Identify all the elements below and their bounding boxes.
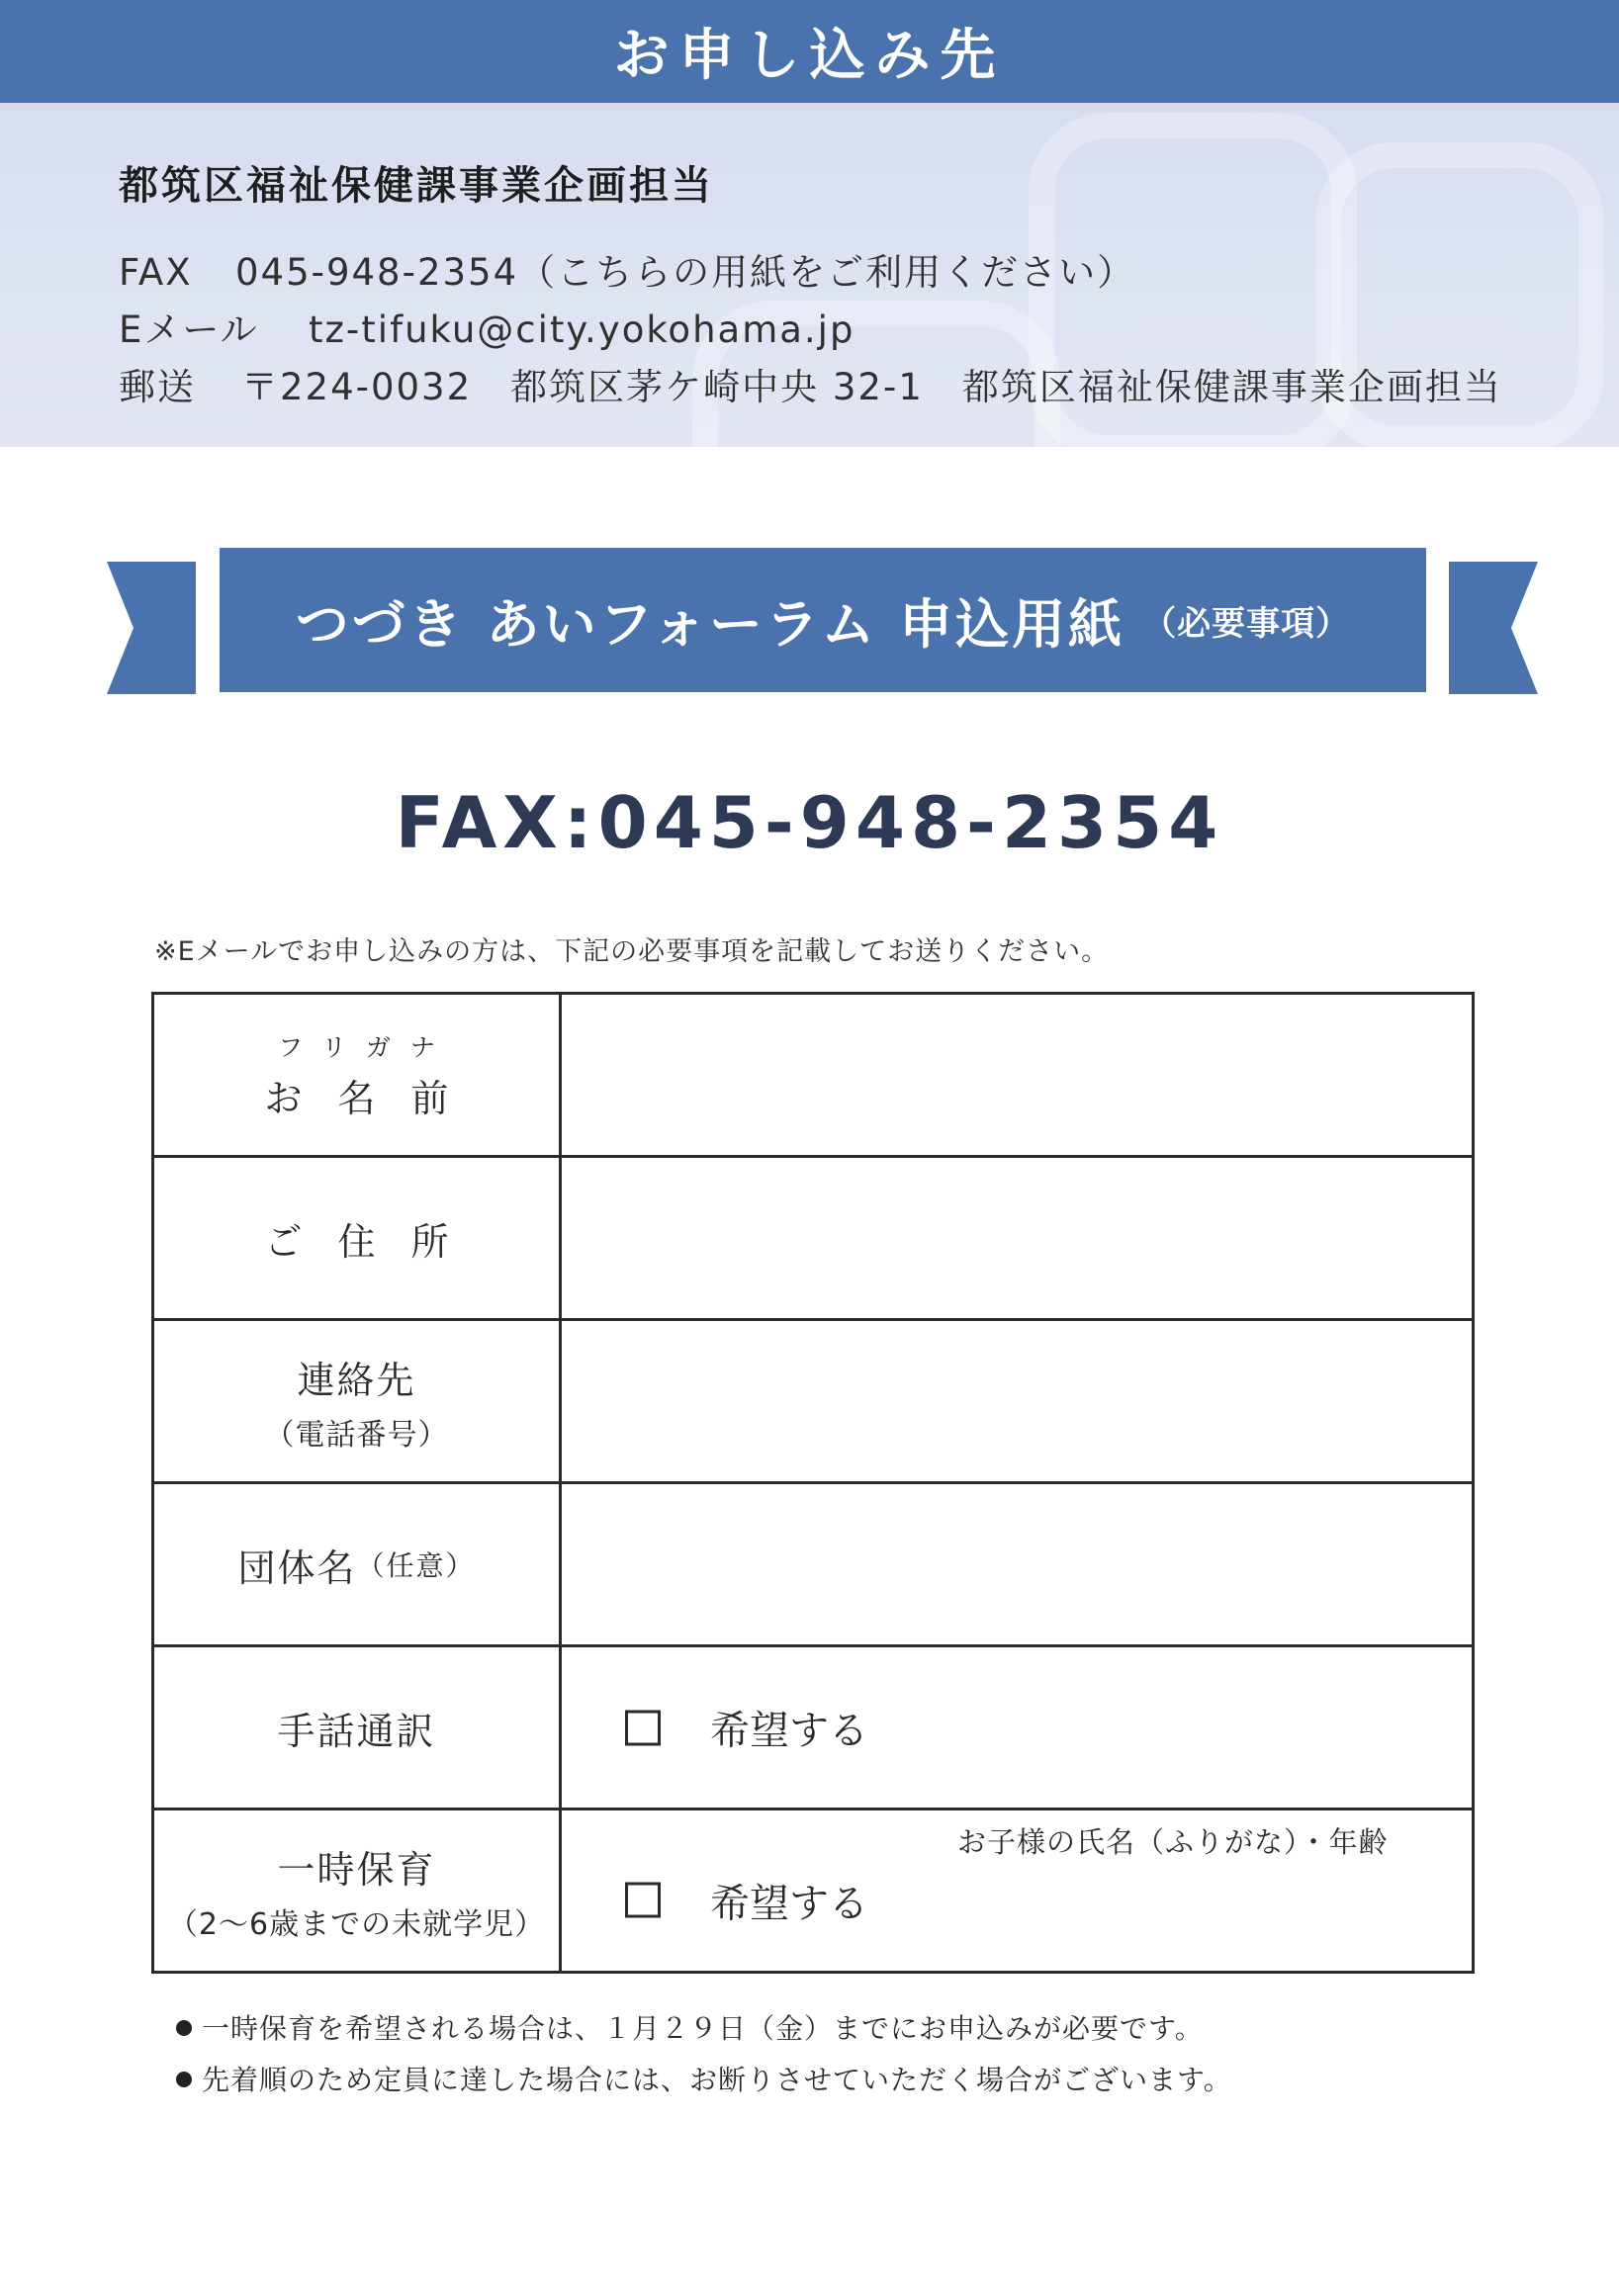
contact-sublabel: （電話番号）	[264, 1417, 449, 1453]
mail-value: 〒224-0032 都筑区茅ケ崎中央 32-1 都筑区福祉保健課事業企画担当	[241, 366, 1502, 408]
banner-subtitle: （必要事項）	[1142, 603, 1351, 644]
name-label-cell	[154, 995, 562, 1155]
mail-label: 郵送	[119, 366, 196, 408]
sign-label-cell	[154, 1647, 562, 1808]
footnotes	[176, 2003, 1232, 2106]
fax-label: FAX	[119, 251, 193, 294]
contact-fax-line	[119, 244, 1502, 302]
header-title: お申し込み先	[613, 24, 1006, 88]
form-row-group	[154, 1481, 1472, 1644]
group-label: 団体名	[237, 1545, 357, 1590]
sign-language-field	[562, 1647, 1472, 1808]
fax-number-heading: FAX:045-948-2354	[395, 781, 1224, 864]
email-label: Eメール	[119, 309, 259, 351]
bullet-icon	[176, 2020, 192, 2036]
address-field[interactable]	[562, 1158, 1472, 1318]
childcare-option-label: 希望する	[710, 1881, 868, 1927]
form-row-name	[154, 995, 1472, 1155]
childcare-label: 一時保育	[277, 1847, 436, 1892]
form-row-childcare	[154, 1808, 1472, 1971]
group-sublabel: （任意）	[356, 1549, 476, 1582]
footnote-item: 先着順のため定員に達した場合には、お断りさせていただく場合がございます。	[176, 2055, 1232, 2106]
group-label-cell	[154, 1484, 562, 1644]
contact-label-cell	[154, 1321, 562, 1481]
bullet-icon	[176, 2072, 192, 2087]
contact-section	[0, 103, 1619, 447]
contact-organization: 都筑区福祉保健課事業企画担当	[119, 163, 714, 209]
address-label-cell	[154, 1158, 562, 1318]
phone-field[interactable]	[562, 1321, 1472, 1481]
sign-language-option-label: 希望する	[710, 1708, 868, 1754]
contact-email-line	[119, 302, 1502, 359]
address-label: ご住所	[264, 1219, 485, 1264]
childcare-label-cell	[154, 1810, 562, 1971]
childcare-field[interactable]	[562, 1810, 1472, 1971]
form-title-banner	[220, 548, 1426, 692]
email-value[interactable]: tz-tifuku@city.yokohama.jp	[309, 309, 855, 351]
contact-mail-line	[119, 359, 1502, 416]
form-row-address	[154, 1155, 1472, 1318]
group-field[interactable]	[562, 1484, 1472, 1644]
checkbox-icon[interactable]	[625, 1710, 661, 1745]
fax-value: 045-948-2354（こちらの用紙をご利用ください）	[235, 251, 1136, 294]
ribbon-left-tail	[107, 562, 196, 694]
email-note: ※Eメールでお申し込みの方は、下記の必要事項を記載してお送りください。	[154, 936, 1110, 967]
form-row-sign-language	[154, 1644, 1472, 1808]
childcare-option[interactable]	[625, 1872, 868, 1928]
banner-title: つづき あいフォーラム 申込用紙	[295, 592, 1125, 656]
name-furigana: フリガナ	[278, 1032, 455, 1062]
childcare-sublabel: （2〜6歳までの未就学児）	[167, 1906, 546, 1942]
ribbon-right-tail	[1449, 562, 1538, 694]
name-label: お名前	[264, 1076, 485, 1120]
sign-language-label: 手話通訳	[277, 1709, 436, 1753]
name-field[interactable]	[562, 995, 1472, 1155]
application-form	[151, 992, 1475, 1974]
sign-language-option[interactable]	[625, 1700, 868, 1756]
header-bar	[0, 0, 1619, 103]
checkbox-icon[interactable]	[625, 1883, 661, 1918]
childcare-note: お子様の氏名（ふりがな）・年齢	[957, 1825, 1389, 1859]
contact-label: 連絡先	[297, 1358, 416, 1402]
footnote-item: 一時保育を希望される場合は、１月２９日（金）までにお申込みが必要です。	[176, 2003, 1232, 2055]
form-row-contact	[154, 1318, 1472, 1481]
